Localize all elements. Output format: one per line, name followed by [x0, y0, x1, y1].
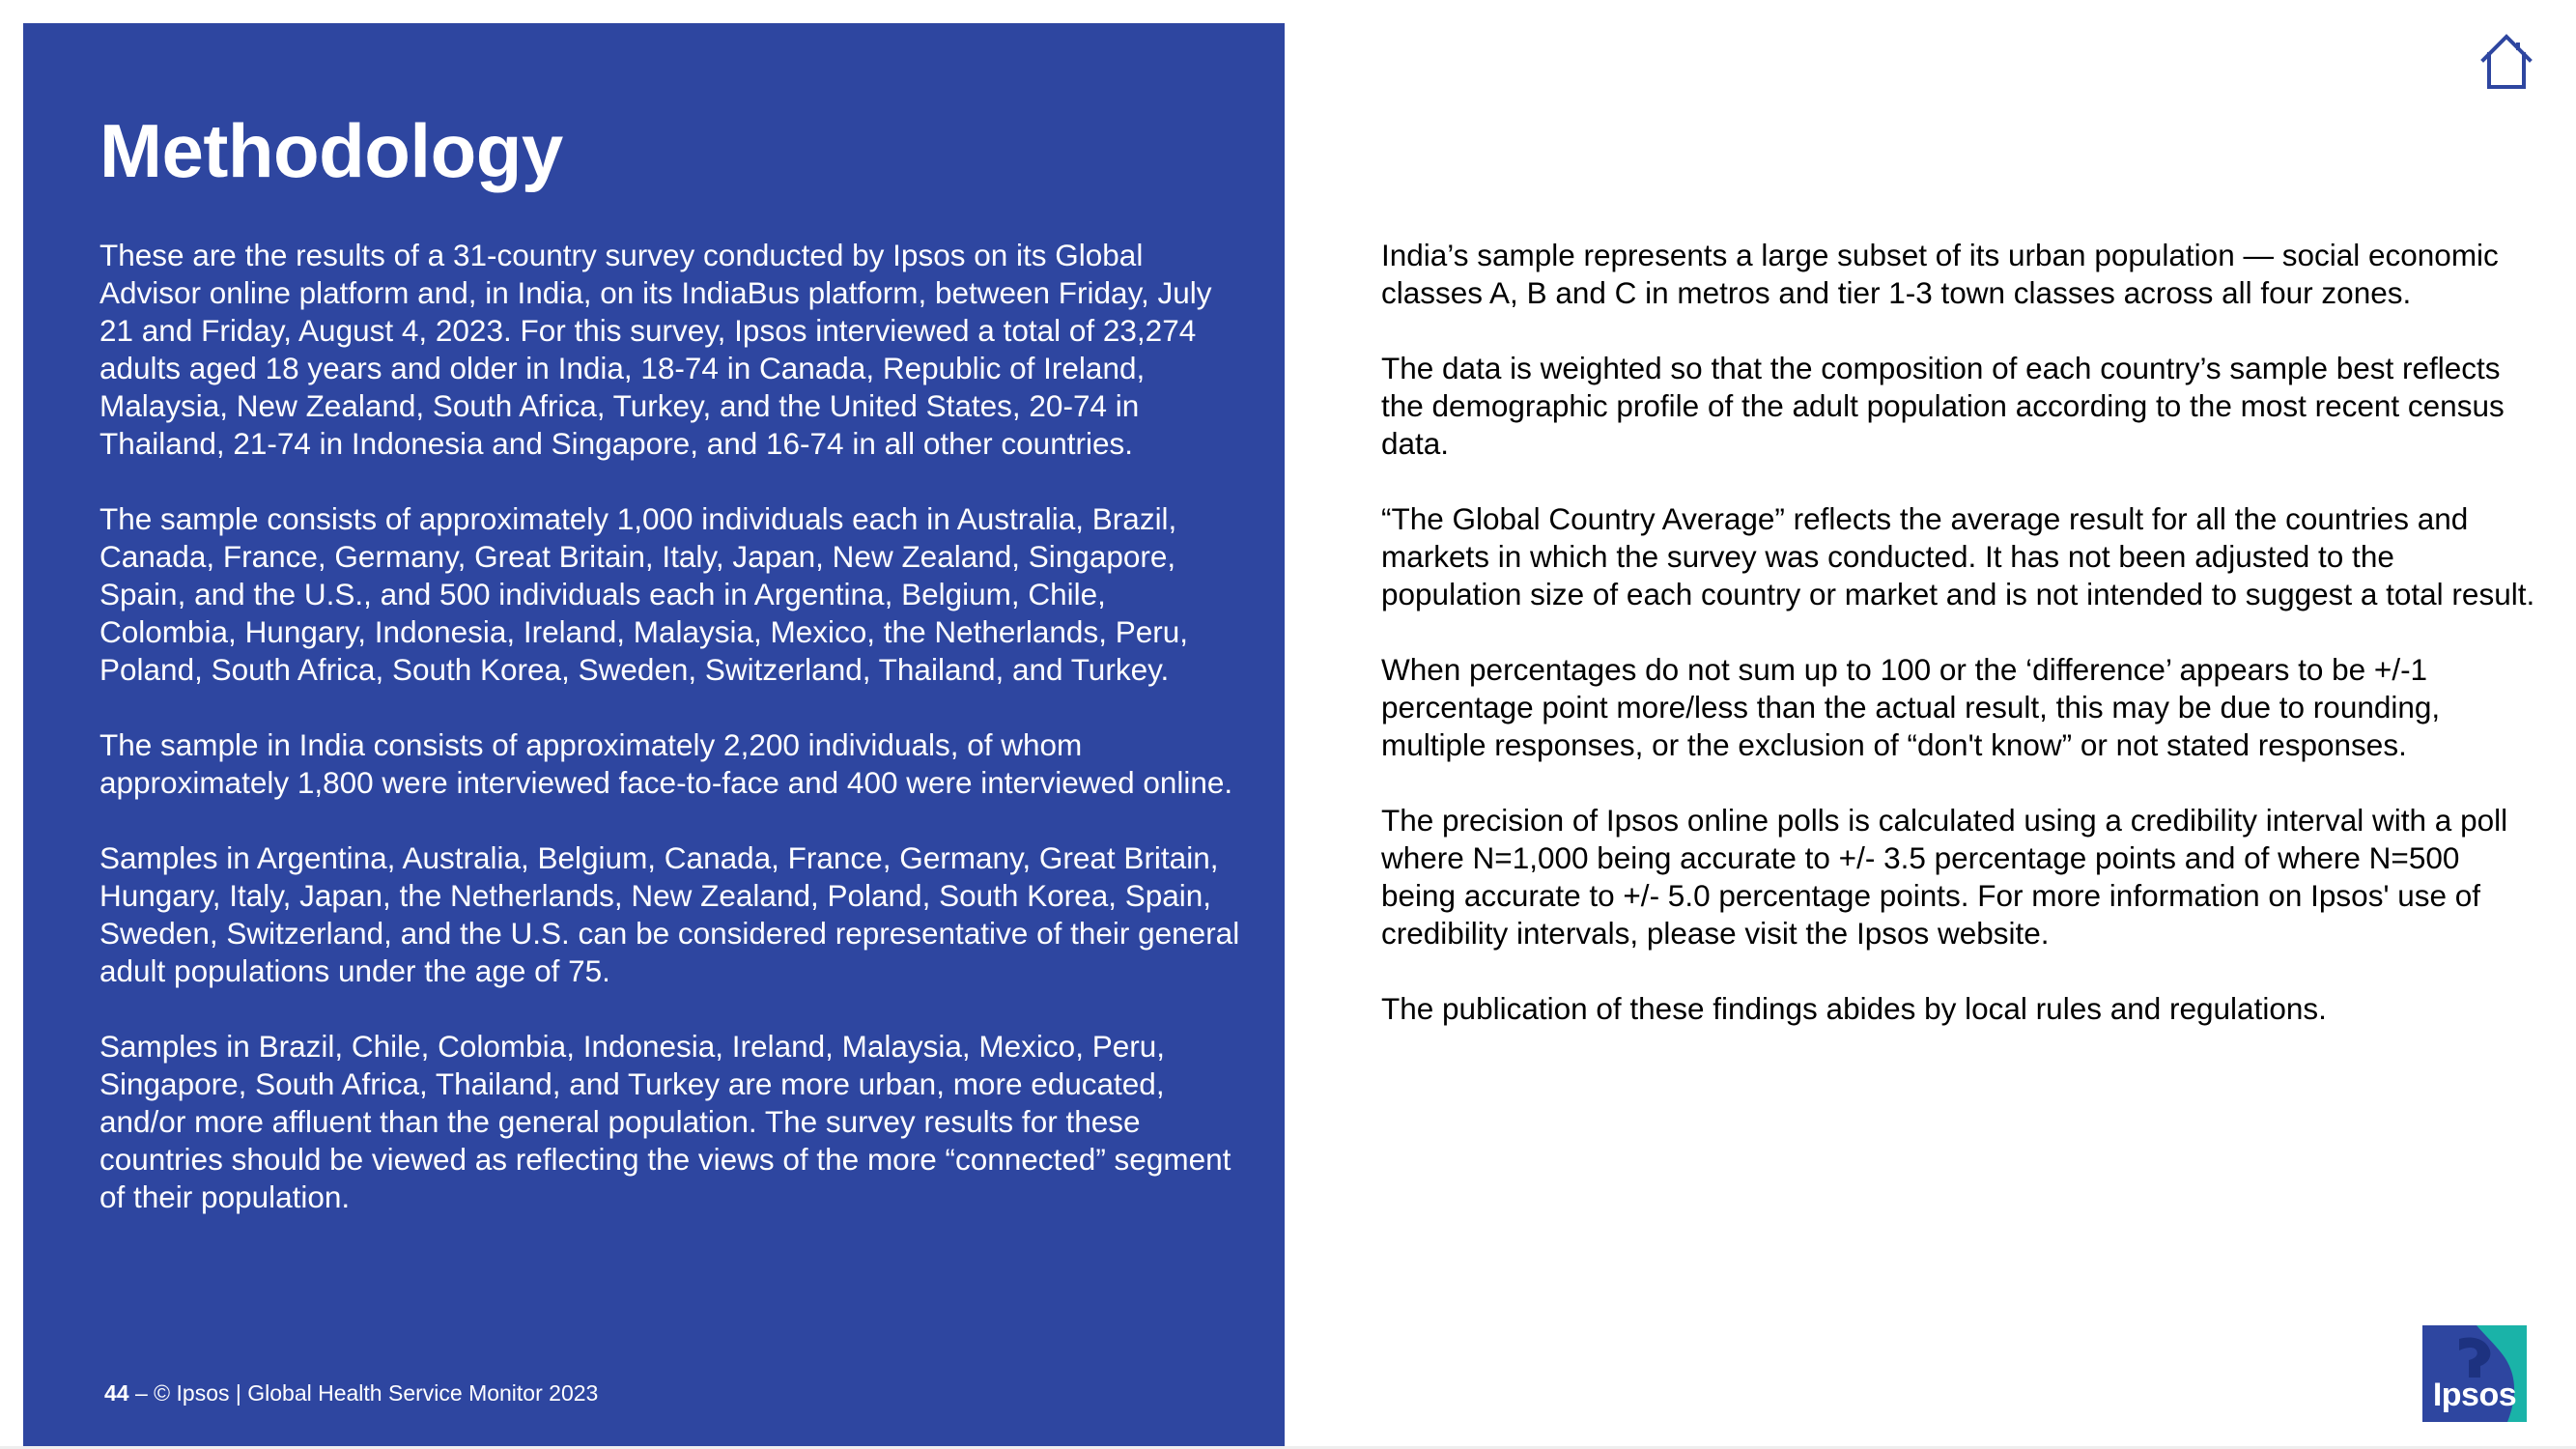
paragraph-publication: The publication of these findings abides by local rules and regulations. [1381, 991, 2327, 1026]
slide-footer [104, 1380, 598, 1406]
right-column-text [1381, 237, 2540, 1028]
paragraph-india-sample: The sample in India consists of approximately 2,200 individuals, of whom approximately 1,800 were interviewed face-to-face and 400 were interviewed online. [99, 727, 1233, 800]
methodology-panel [23, 23, 1285, 1448]
home-icon[interactable] [2479, 33, 2534, 91]
footer-separator: – [128, 1380, 155, 1406]
logo-wordmark: Ipsos [2432, 1377, 2517, 1413]
paragraph-representative-samples: Samples in Argentina, Australia, Belgium, Canada, France, Germany, Great Britain, Hungary, Italy, Japan, the Netherlands, New Zealand, Poland, South Korea, Spain, Sweden, Switzerland, and the U.S. can be considered representative of their general adult populations under the age of 75. [99, 840, 1240, 988]
ipsos-logo [2422, 1325, 2527, 1422]
left-column-text [99, 237, 1249, 1216]
paragraph-sample-sizes: The sample consists of approximately 1,000 individuals each in Australia, Brazil, Canada, France, Germany, Great Britain, Italy, Japan, New Zealand, Singapore, Spain, and the U.S., and 500 individuals each in Argentina, Belgium, Chile, Colombia, Hungary, Indonesia, Ireland, Malaysia, Mexico, the Netherlands, Peru, Poland, South Africa, South Korea, Sweden, Switzerland, Thailand, and Turkey. [99, 501, 1188, 687]
paragraph-rounding: When percentages do not sum up to 100 or the ‘difference’ appears to be +/-1 percentage point more/less than the actual result, this may be due to rounding, multiple responses, or the exclusion of “don't know” or not stated responses. [1381, 652, 2441, 762]
paragraph-global-country-average: “The Global Country Average” reflects the average result for all the countries and markets in which the survey was conducted. It has not been adjusted to the population size of each country or market and is not intended to suggest a total result. [1381, 501, 2535, 611]
paragraph-survey-overview: These are the results of a 31-country survey conducted by Ipsos on its Global Advisor online platform and, in India, on its IndiaBus platform, between Friday, July 21 and Friday, August 4, 2023. For this survey, Ipsos interviewed a total of 23,274 adults aged 18 years and older in India, 18-74 in Canada, Republic of Ireland, Malaysia, New Zealand, South Africa, Turkey, and the United States, 20-74 in Thailand, 21-74 in Indonesia and Singapore, and 16-74 in all other countries. [99, 238, 1212, 461]
paragraph-weighting: The data is weighted so that the composition of each country’s sample best reflects the demographic profile of the adult population according to the most recent census data. [1381, 351, 2505, 461]
page-title: Methodology [99, 108, 563, 193]
paragraph-india-urban: India’s sample represents a large subset of its urban population — social economic classes A, B and C in metros and tier 1-3 town classes across all four zones. [1381, 238, 2499, 310]
page-number: 44 [104, 1380, 129, 1406]
paragraph-urban-samples: Samples in Brazil, Chile, Colombia, Indonesia, Ireland, Malaysia, Mexico, Peru, Singapore, South Africa, Thailand, and Turkey are more urban, more educated, and/or more affluent than the general population. The survey results for these countries should be viewed as reflecting the views of the more “connected” segment of their population. [99, 1029, 1231, 1214]
paragraph-precision: The precision of Ipsos online polls is calculated using a credibility interval with a poll where N=1,000 being accurate to +/- 3.5 percentage points and of where N=500 being accurate to +/- 5.0 percentage points. For more information on Ipsos' use of credibility intervals, please visit the Ipsos website. [1381, 803, 2508, 951]
footer-text: © Ipsos | Global Health Service Monitor 2023 [154, 1380, 599, 1406]
